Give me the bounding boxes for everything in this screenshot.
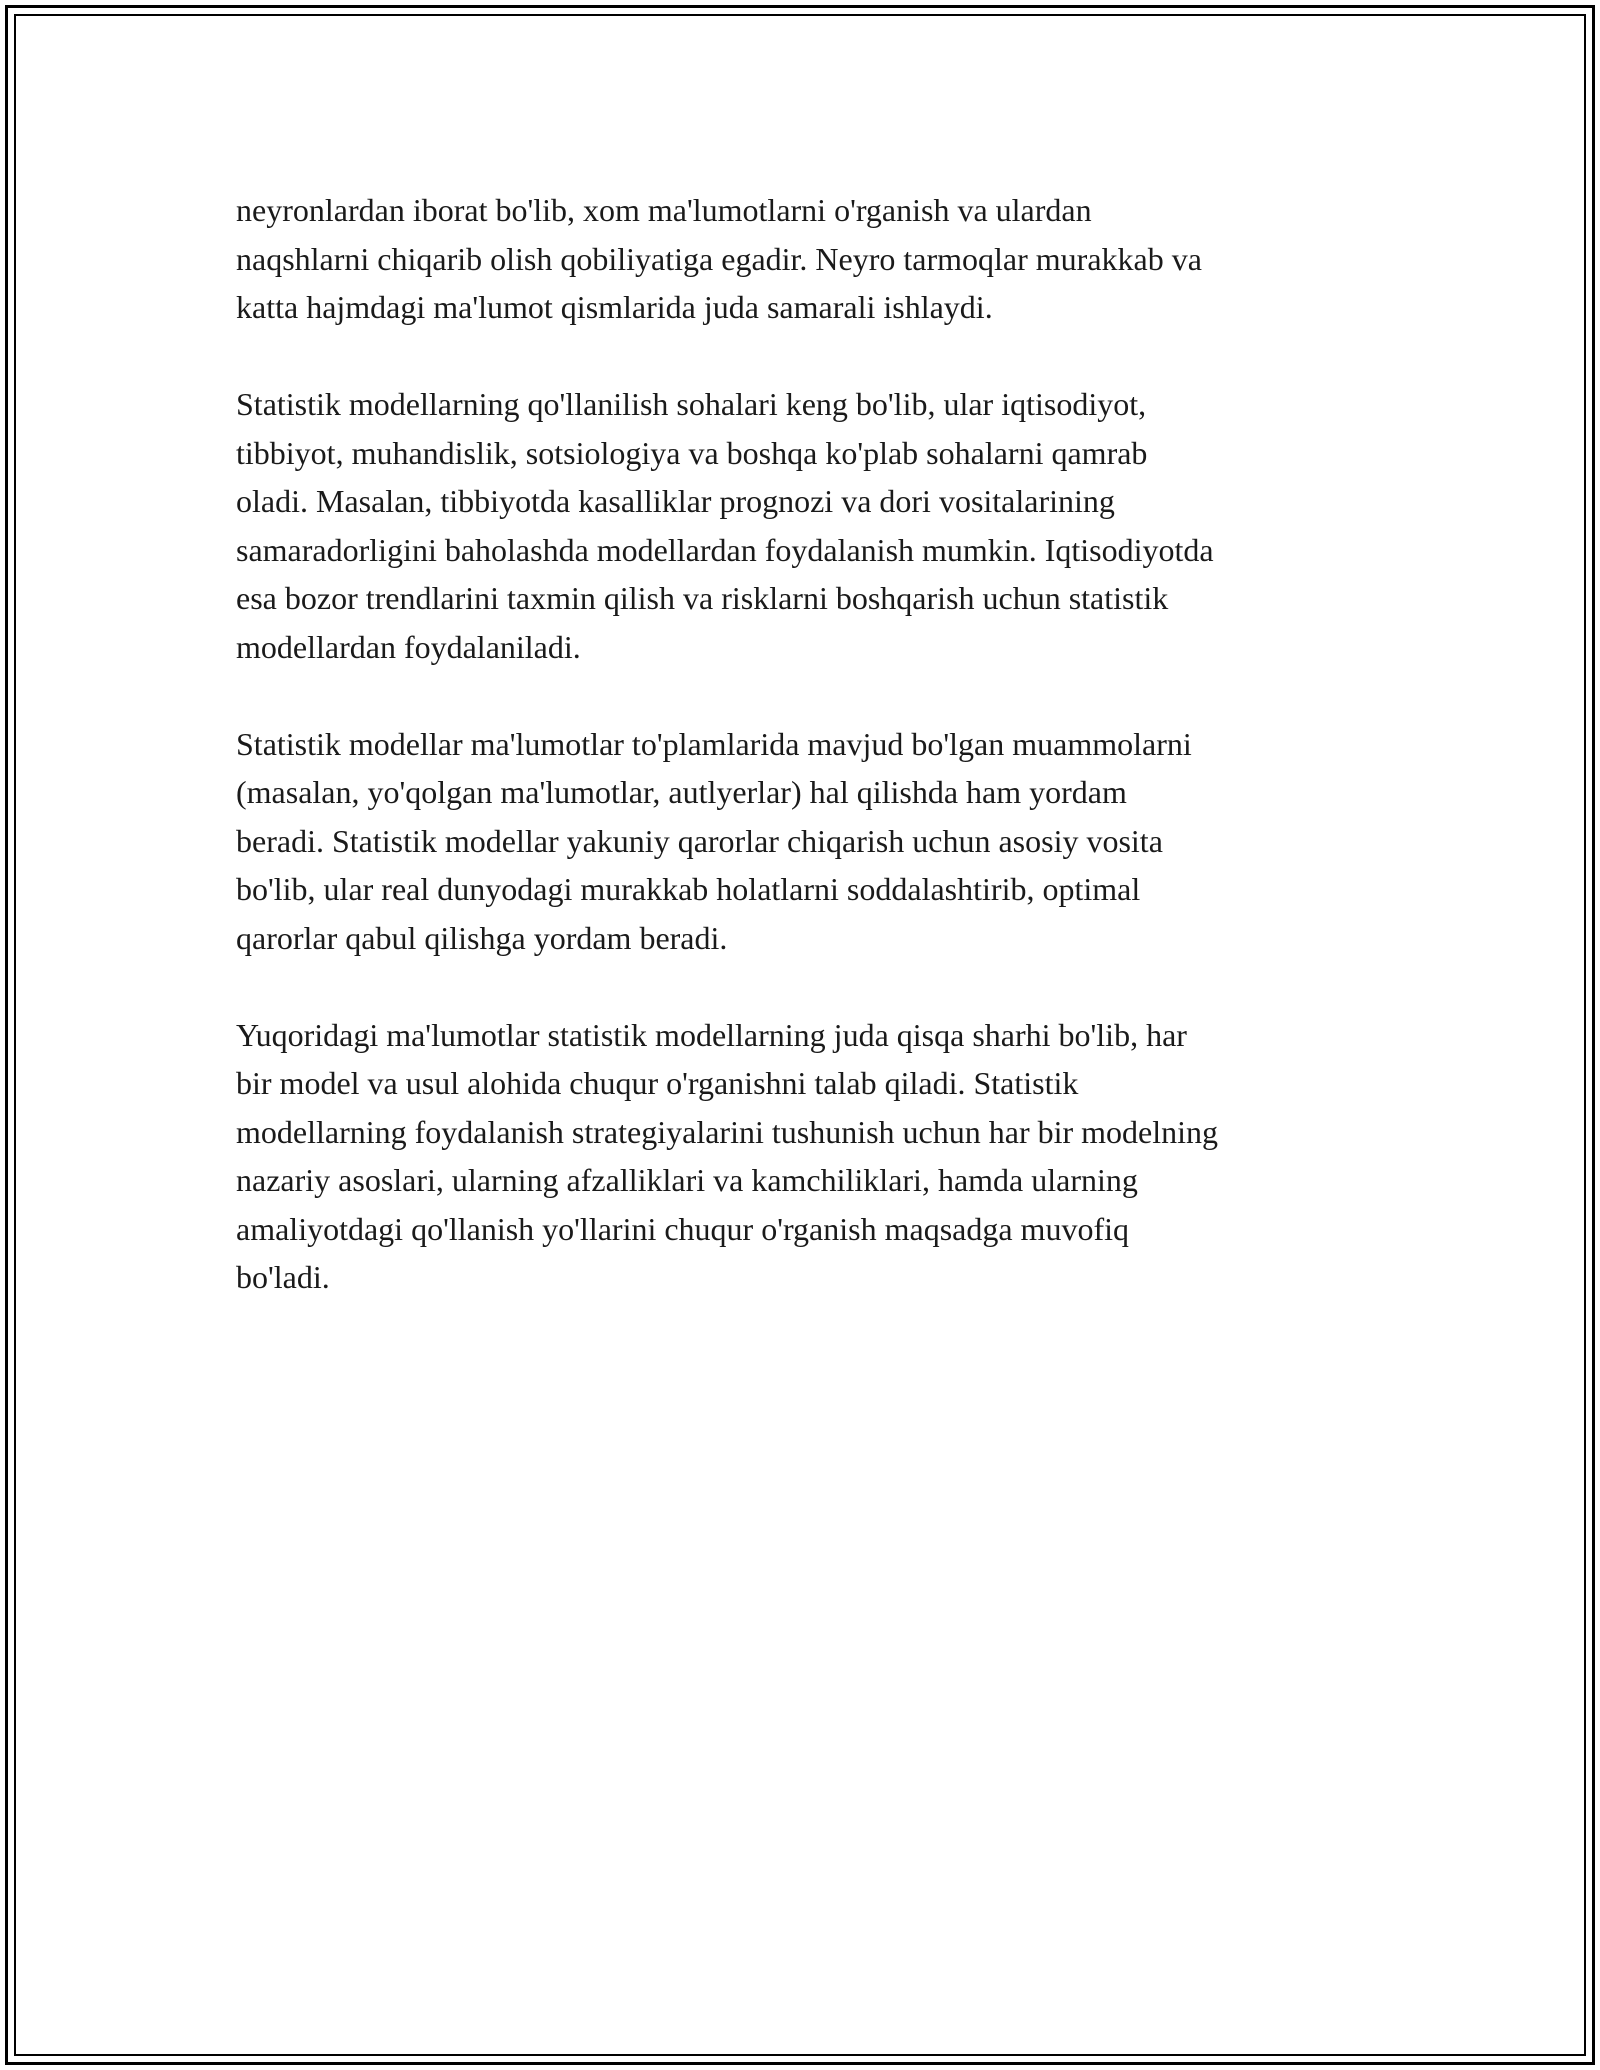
text-line: Statistik modellarning qo'llanilish sohalari keng bo'lib, ular iqtisodiyot, — [236, 386, 1147, 422]
text-line: katta hajmdagi ma'lumot qismlarida juda samarali ishlaydi. — [236, 289, 993, 325]
text-line: esa bozor trendlarini taxmin qilish va risklarni boshqarish uchun statistik — [236, 580, 1169, 616]
text-line: Statistik modellar ma'lumotlar to'plamlarida mavjud bo'lgan muammolarni — [236, 725, 1192, 762]
paragraph-2 — [236, 380, 1366, 671]
paragraph-4 — [236, 1011, 1366, 1302]
text-line: tibbiyot, muhandislik, sotsiologiya va boshqa ko'plab sohalarni qamrab — [236, 434, 1148, 471]
text-line: amaliyotdagi qo'llanish yo'llarini chuqur o'rganish maqsadga muvofiq — [236, 1210, 1129, 1247]
text-line: bo'ladi. — [236, 1259, 330, 1295]
text-line: modellarning foydalanish strategiyalarini tushunish uchun har bir modelning — [236, 1113, 1219, 1150]
text-line: nazariy asoslari, ularning afzalliklari va kamchiliklari, hamda ularning — [236, 1162, 1138, 1198]
paragraph-3 — [236, 720, 1366, 963]
text-line: Yuqoridagi ma'lumotlar statistik modellarning juda qisqa sharhi bo'lib, har — [236, 1016, 1187, 1053]
text-line: oladi. Masalan, tibbiyotda kasalliklar prognozi va dori vositalarining — [236, 483, 1115, 519]
text-line: modellardan foydalaniladi. — [236, 628, 581, 665]
text-line: beradi. Statistik modellar yakuniy qarorlar chiqarish uchun asosiy vosita — [236, 822, 1163, 859]
text-line: bir model va usul alohida chuqur o'rganishni talab qiladi. Statistik — [236, 1065, 1079, 1101]
text-line: naqshlarni chiqarib olish qobiliyatiga egadir. Neyro tarmoqlar murakkab va — [236, 240, 1202, 277]
text-line: bo'lib, ular real dunyodagi murakkab holatlarni soddalashtirib, optimal — [236, 871, 1141, 907]
text-line: (masalan, yo'qolgan ma'lumotlar, autlyerlar) hal qilishda ham yordam — [236, 774, 1127, 810]
text-line: qarorlar qabul qilishga yordam beradi. — [236, 919, 728, 956]
text-line: samaradorligini baholashda modellardan foydalanish mumkin. Iqtisodiyotda — [236, 531, 1214, 568]
paragraph-1 — [236, 186, 1366, 332]
document-body — [236, 186, 1366, 1350]
text-line: neyronlardan iborat bo'lib, xom ma'lumotlarni o'rganish va ulardan — [236, 192, 1092, 228]
